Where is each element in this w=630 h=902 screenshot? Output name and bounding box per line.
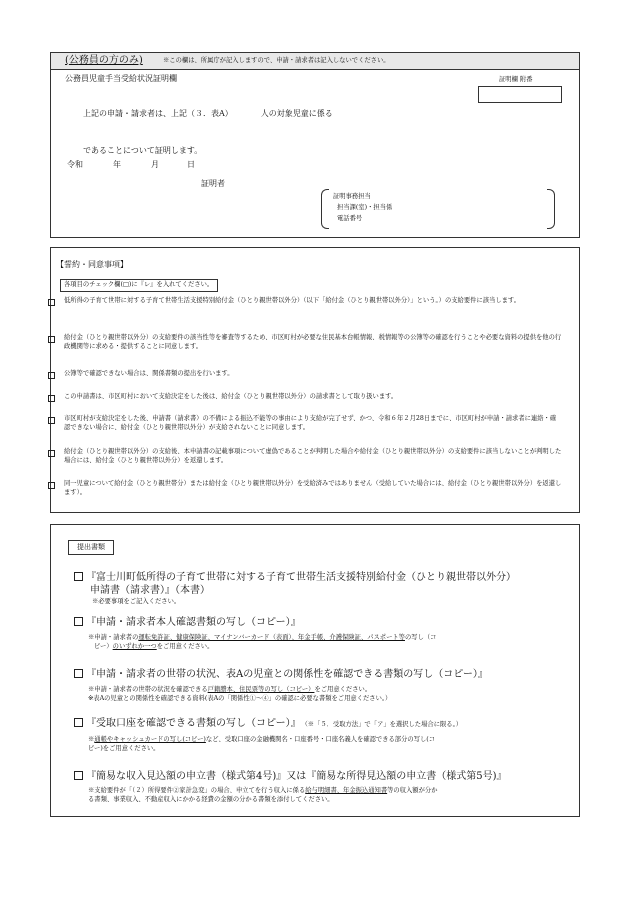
pledge-item-text: 給付金（ひとり親世帯以外分）の支給後、本申請書の記載事項について虚偽であることが判明した場合や給付金（ひとり親世帯以外分）の支給要件に該当しないことが判明した場合には、給付金（ひとり親世帯以外分）を返還します。 [64, 448, 562, 464]
doc-item-4 [74, 717, 574, 730]
certifier-label: 証明者 [201, 179, 225, 188]
date-era: 令和 [67, 160, 83, 169]
doc2-note-underlined2: のいずれか一つ [112, 642, 157, 650]
doc3-checkbox[interactable] [74, 669, 83, 678]
pledge-item [64, 415, 562, 432]
office-bracket-right [547, 189, 555, 229]
pledge-item-text: 低所得の子育て世帯に対する子育て世帯生活支援特別給付金（ひとり親世帯以外分）（以下「給付金（ひとり親世帯以外分）」という。）の支給要件に該当します。 [64, 297, 521, 304]
certificate-header [51, 53, 579, 70]
pledge-item-text: 同一児童について給付金（ひとり親世帯分）または給付金（ひとり親世帯以外分）を受給済みではありません（受給していた場合には、給付金（ひとり親世帯以外分）を返還します）。 [64, 480, 562, 496]
pledge-checkbox[interactable] [48, 372, 55, 379]
pledge-checkbox[interactable] [48, 417, 55, 424]
pledge-item-text: 給付金（ひとり親世帯以外分）の支給要件の該当性等を審査等するため、市区町村が必要な住民基本台帳情報、税情報等の公簿等の確認を行うことや必要な資料の提供を他の行政機関等に求める・提供することに同意します。 [64, 334, 562, 350]
doc2-note [88, 634, 558, 651]
certificate-header-note: ※この欄は、所属庁が記入しますので、申請・請求者は記入しないでください。 [163, 57, 390, 64]
pledge-item [64, 297, 562, 306]
office-phone: 電話番号 [337, 215, 363, 222]
pledge-checkbox[interactable] [48, 482, 55, 489]
certificate-title: 公務員児童手当受給状況証明欄 [65, 74, 177, 83]
pledge-item-text: 市区町村が支給決定をした後、申請書（請求書）の不備による振込不能等の事由により支給が完了せず、かつ、令和６年２月28日までに、市区町村が申請・請求者に連絡・確認できない場合に、給付金（ひとり親世帯以外分）が支給されないことに同意します。 [64, 415, 557, 431]
doc5-note-a: ※支給要件が「（２）所得要件②家計急変」の場合、申立てを行う収入に係る [88, 787, 306, 794]
pledge-item [64, 480, 562, 497]
office-label: 証明事務担当 [333, 193, 371, 200]
certificate-body-line2: であることについて証明します。 [83, 146, 203, 155]
doc3-note2: ※表Aの児童との関係性を確認できる資料(表Aの「関係性①～④」の確認に必要な書類をご用意ください。） [88, 694, 392, 702]
pledge-item [64, 393, 562, 402]
pledge-item [64, 334, 562, 351]
doc2-note-d: をご用意ください。 [156, 642, 214, 650]
cert-number-field[interactable] [478, 86, 562, 103]
pledge-title: 【誓約・同意事項】 [56, 260, 128, 269]
doc-item-3 [74, 668, 488, 681]
pledge-instruction: 各項目のチェック欄(□)に『レ』を入れてください。 [60, 279, 218, 292]
doc-item-2 [74, 616, 301, 629]
doc1-title-a: 『富士川町低所得の子育て世帯に対する子育て世帯生活支援特別給付金（ひとり親世帯以外分） [86, 572, 516, 583]
certificate-body-line: 上記の申請・請求者は、上記（３．表A） 人の対象児童に係る [83, 109, 333, 118]
doc4-checkbox[interactable] [74, 718, 83, 727]
pledge-checkbox[interactable] [48, 299, 55, 306]
doc2-note-underlined: 運転免許証、健康保険証、マイナンバーカード（表面）、年金手帳、介護保険証、パスポート等 [138, 634, 405, 641]
doc4-note-underlined: 通帳やキャッシュカードの写し(コピー) [94, 736, 206, 743]
doc4-title-note: （※「５．受取方法」で「ア」を選択した場合に限る。） [304, 721, 463, 728]
doc5-note-c: る書類、事業収入、不動産収入にかかる経費の金額の分かる書類を添付してください。 [88, 795, 334, 803]
certificate-header-label: (公務員の方のみ) [65, 55, 143, 66]
doc1-title-b: 申請書（請求書）』（本書） [90, 585, 210, 596]
doc3-note1-a: ※申請・請求者の世帯の状況を確認できる [88, 686, 208, 693]
office-dept: 担当課(室)・担当係 [337, 204, 393, 211]
doc2-note-c: ピー） [94, 642, 113, 650]
doc1-checkbox[interactable] [74, 572, 83, 581]
pledge-item-text: この申請書は、市区町村において支給決定をした後は、給付金（ひとり親世帯以外分）の請求書として取り扱います。 [64, 393, 398, 400]
date-year: 年 [113, 160, 121, 169]
doc-item-5 [74, 770, 574, 783]
doc3-note1-b: をご用意ください。 [314, 686, 372, 693]
date-month: 月 [151, 160, 159, 169]
doc3-note [88, 686, 558, 703]
pledge-checkbox[interactable] [48, 395, 55, 402]
doc3-title: 『申請・請求者の世帯の状況、表Aの児童との関係性を確認できる書類の写し（コピー）』 [86, 669, 488, 680]
doc5-note-underlined: 給与明細書、年金振込通知書 [305, 787, 388, 794]
doc2-title: 『申請・請求者本人確認書類の写し（コピー）』 [86, 617, 301, 628]
doc4-note [88, 736, 558, 753]
pledge-item [64, 370, 562, 379]
doc4-note-b: など、受取口座の金融機関名・口座番号・口座名義人を確認できる部分の写し(コ [205, 736, 436, 743]
pledge-item-text: 公簿等で確認できない場合は、関係書類の提出を行います。 [64, 370, 234, 377]
cert-number-label: 証明欄 附番 [499, 76, 533, 83]
pledge-checkbox[interactable] [48, 450, 55, 457]
doc3-note1-underlined: 戸籍謄本、住民票等の写し（コピー） [207, 686, 315, 693]
pledge-item [64, 448, 562, 465]
documents-title: 提出書類 [68, 540, 114, 555]
doc5-title: 『簡易な収入見込額の申立書（様式第4号)』又は『簡易な所得見込額の申立書（様式第5号)』 [86, 771, 507, 782]
pledge-checkbox[interactable] [48, 336, 55, 343]
doc4-note-a: ※ [88, 736, 95, 743]
doc2-note-a: ※申請・請求者の [88, 634, 139, 641]
doc5-checkbox[interactable] [74, 771, 83, 780]
doc1-note: ※必要事項をご記入ください。 [92, 598, 181, 605]
doc5-note [88, 787, 558, 804]
doc4-note-c: ピー)をご用意ください。 [88, 744, 160, 752]
doc2-note-b: の写し（コ [404, 634, 437, 641]
date-day: 日 [187, 160, 195, 169]
certificate-section [50, 52, 580, 238]
doc5-note-b: 等の収入額が分か [387, 787, 438, 794]
doc-item-1 [74, 571, 574, 584]
office-bracket-left [321, 189, 329, 229]
doc2-checkbox[interactable] [74, 617, 83, 626]
doc4-title: 『受取口座を確認できる書類の写し（コピー）』 [86, 718, 301, 729]
